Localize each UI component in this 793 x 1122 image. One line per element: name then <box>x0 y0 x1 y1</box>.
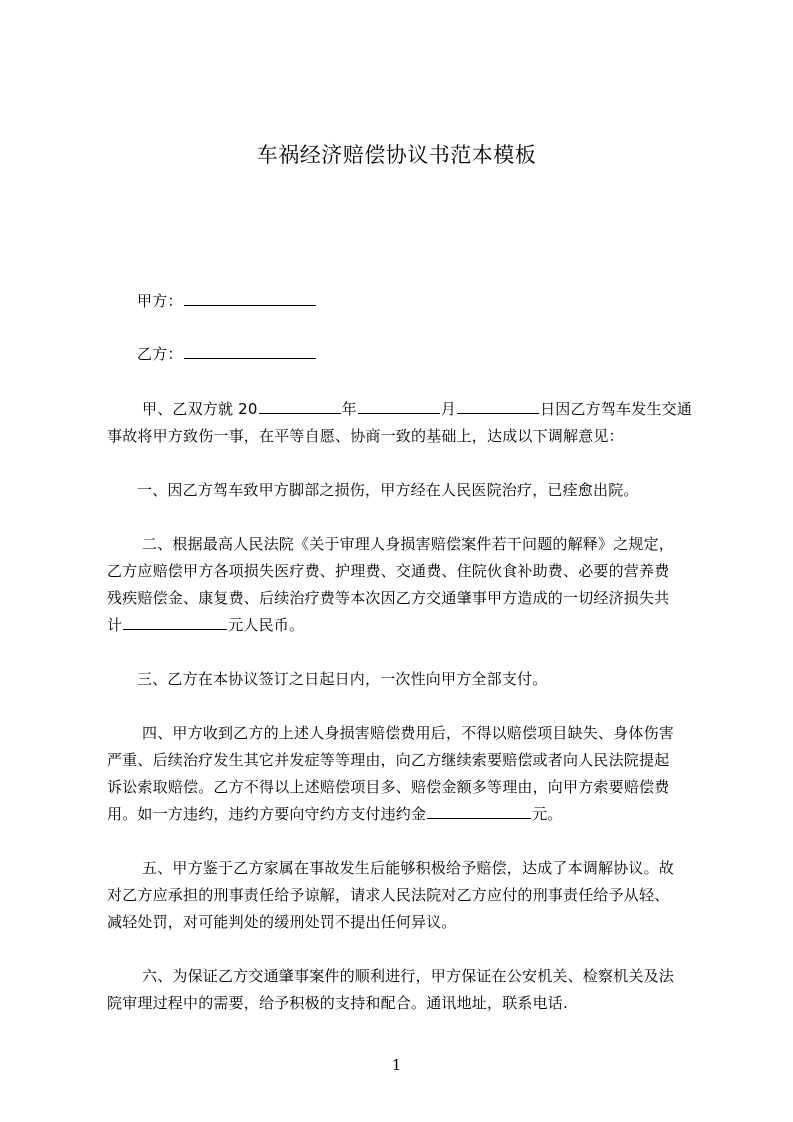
year-label: 年 <box>341 400 357 418</box>
clause-2-line-3: 残疾赔偿金、康复费、后续治疗费等本次因乙方交通肇事甲方造成的一切经济损失共 <box>107 589 670 607</box>
clause-2-line-1: 二、根据最高人民法院《关于审理人身损害赔偿案件若干问题的解释》之规定， <box>142 535 675 553</box>
clause-6-line-1: 六、为保证乙方交通肇事案件的顺利进行，甲方保证在公安机关、检察机关及法 <box>142 967 675 985</box>
intro-prefix: 甲、乙双方就 20 <box>142 400 258 418</box>
clause-4-line-1: 四、甲方收到乙方的上述人身损害赔偿费用后，不得以赔偿项目缺失、身体伤害 <box>142 724 675 742</box>
clause-2-line-2: 乙方应赔偿甲方各项损失医疗费、护理费、交通费、住院伙食补助费、必要的营养费 <box>107 562 670 580</box>
clause-3-line-1: 三、乙方在本协议签订之日起日内，一次性向甲方全部支付。 <box>137 670 548 688</box>
party-b-label: 乙方： <box>137 345 183 363</box>
clause-2-total-suffix: 元人民币。 <box>228 616 305 634</box>
month-blank[interactable] <box>358 398 440 414</box>
penalty-amount-blank[interactable] <box>427 803 531 819</box>
month-label: 月 <box>440 400 457 418</box>
clause-4-penalty-suffix: 元。 <box>532 805 563 823</box>
document-title: 车祸经济赔偿协议书范本模板 <box>256 143 537 167</box>
intro-suffix: 日因乙方驾车发生交通 <box>540 400 693 418</box>
intro-line-2: 事故将甲方致伤一事，在平等自愿、协商一致的基础上，达成以下调解意见： <box>107 427 624 445</box>
party-b-blank[interactable] <box>184 343 316 359</box>
clause-4-penalty-prefix: 用。如一方违约，违约方要向守约方支付违约金 <box>107 805 427 823</box>
compensation-amount-blank[interactable] <box>123 614 227 630</box>
clause-2-total-prefix: 计 <box>107 616 123 634</box>
intro-line-1 <box>142 398 692 420</box>
page-number: 1 <box>391 1056 402 1074</box>
clause-2-line-4 <box>107 614 304 636</box>
clause-5-line-1: 五、甲方鉴于乙方家属在事故发生后能够积极给予赔偿，达成了本调解协议。故 <box>142 859 675 877</box>
party-b-line <box>137 343 317 365</box>
clause-6-line-2: 院审理过程中的需要，给予积极的支持和配合。通讯地址，联系电话. <box>107 994 568 1012</box>
clause-4-line-2: 严重、后续治疗发生其它并发症等等理由，向乙方继续索要赔偿或者向人民法院提起 <box>107 751 670 769</box>
day-blank[interactable] <box>457 398 539 414</box>
clause-5-line-3: 减轻处罚，对可能判处的缓刑处罚不提出任何异议。 <box>107 913 457 931</box>
clause-5-line-2: 对乙方应承担的刑事责任给予谅解，请求人民法院对乙方应付的刑事责任给予从轻、 <box>107 886 670 904</box>
party-a-line <box>137 290 317 312</box>
clause-4-line-3: 诉讼索取赔偿。乙方不得以上述赔偿项目多、赔偿金额多等理由，向甲方索要赔偿费 <box>107 778 670 796</box>
year-blank[interactable] <box>259 398 341 414</box>
clause-1-line-1: 一、因乙方驾车致甲方脚部之损伤，甲方经在人民医院治疗，已痊愈出院。 <box>137 481 639 499</box>
clause-4-line-4 <box>107 803 563 825</box>
party-a-blank[interactable] <box>184 290 316 306</box>
party-a-label: 甲方： <box>137 292 183 310</box>
